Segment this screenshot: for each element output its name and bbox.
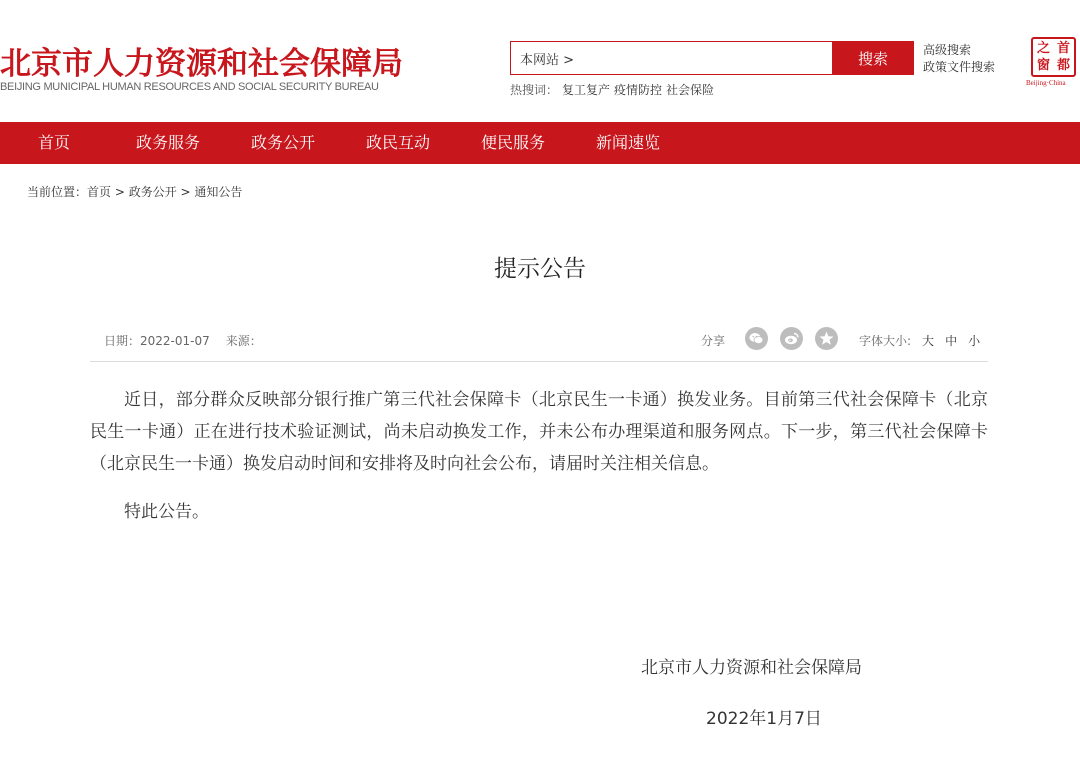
search-links — [923, 42, 995, 76]
search-box — [510, 41, 914, 75]
nav-item-home[interactable]: 首页 — [38, 133, 71, 152]
font-size-small[interactable]: 小 — [968, 334, 981, 348]
search-input[interactable] — [591, 44, 831, 72]
article-paragraph: 特此公告。 — [124, 502, 209, 522]
breadcrumb-item-notices[interactable]: 通知公告 — [194, 185, 243, 199]
hot-search-item[interactable]: 疫情防控 — [614, 83, 663, 97]
capital-window-logo[interactable] — [1031, 37, 1076, 77]
font-size-large[interactable]: 大 — [922, 334, 935, 348]
logo-caption: Beijing·China — [1026, 79, 1066, 87]
nav-item-public-services[interactable]: 便民服务 — [481, 133, 546, 152]
search-button[interactable]: 搜索 — [832, 41, 914, 75]
site-header — [0, 0, 1080, 122]
logo-char: 都 — [1057, 58, 1071, 73]
article-title: 提示公告 — [494, 256, 586, 282]
nav-item-news[interactable]: 新闻速览 — [596, 133, 661, 152]
meta-divider — [90, 361, 988, 362]
logo-char: 首 — [1057, 41, 1071, 56]
weibo-icon[interactable] — [780, 327, 803, 350]
article-source: 来源： — [225, 334, 262, 348]
search-scope-select[interactable]: 本网站 > — [520, 53, 575, 68]
site-title[interactable]: 北京市人力资源和社会保障局 — [0, 46, 403, 82]
article-sign-date: 2022年1月7日 — [706, 709, 822, 729]
font-size-control — [859, 332, 980, 349]
nav-item-interaction[interactable]: 政民互动 — [366, 133, 431, 152]
breadcrumb-separator: > — [111, 185, 129, 199]
wechat-icon[interactable] — [745, 327, 768, 350]
site-subtitle: BEIJING MUNICIPAL HUMAN RESOURCES AND SOCIAL SECURITY BUREAU — [0, 81, 379, 93]
logo-char: 之 — [1037, 41, 1051, 56]
breadcrumb — [27, 183, 242, 200]
article-signature: 北京市人力资源和社会保障局 — [641, 658, 862, 678]
main-nav — [0, 122, 1080, 164]
font-size-label: 字体大小: — [859, 334, 912, 348]
share-label: 分享 — [701, 334, 726, 348]
breadcrumb-separator: > — [176, 185, 195, 199]
breadcrumb-item-home[interactable]: 首页 — [87, 185, 112, 199]
nav-item-open-government[interactable]: 政务公开 — [251, 133, 316, 152]
hot-search-label: 热搜词： — [510, 83, 559, 97]
policy-search-link[interactable]: 政策文件搜索 — [923, 60, 996, 74]
advanced-search-link[interactable]: 高级搜索 — [923, 43, 972, 57]
hot-search-item[interactable]: 社会保险 — [666, 83, 715, 97]
article-meta — [104, 332, 278, 349]
hot-search-item[interactable]: 复工复产 — [562, 83, 611, 97]
logo-char: 窗 — [1037, 58, 1051, 73]
breadcrumb-prefix: 当前位置： — [27, 185, 88, 199]
article-paragraph: 近日，部分群众反映部分银行推广第三代社会保障卡（北京民生一卡通）换发业务。目前第三代社会保障卡（北京民生一卡通）正在进行技术验证测试，尚未启动换发工作，并未公布办理渠道和服务网点。下一步，第三代社会保障卡（北京民生一卡通）换发启动时间和安排将及时向社会公布，请届时关注相关信息。 — [90, 390, 988, 474]
hot-search — [510, 81, 714, 98]
breadcrumb-item-open-government[interactable]: 政务公开 — [128, 185, 177, 199]
nav-item-government-services[interactable]: 政务服务 — [136, 133, 201, 152]
article-date: 日期：2022-01-07 — [104, 334, 210, 348]
favorite-icon[interactable] — [815, 327, 838, 350]
font-size-medium[interactable]: 中 — [945, 334, 958, 348]
article-content — [90, 384, 988, 544]
